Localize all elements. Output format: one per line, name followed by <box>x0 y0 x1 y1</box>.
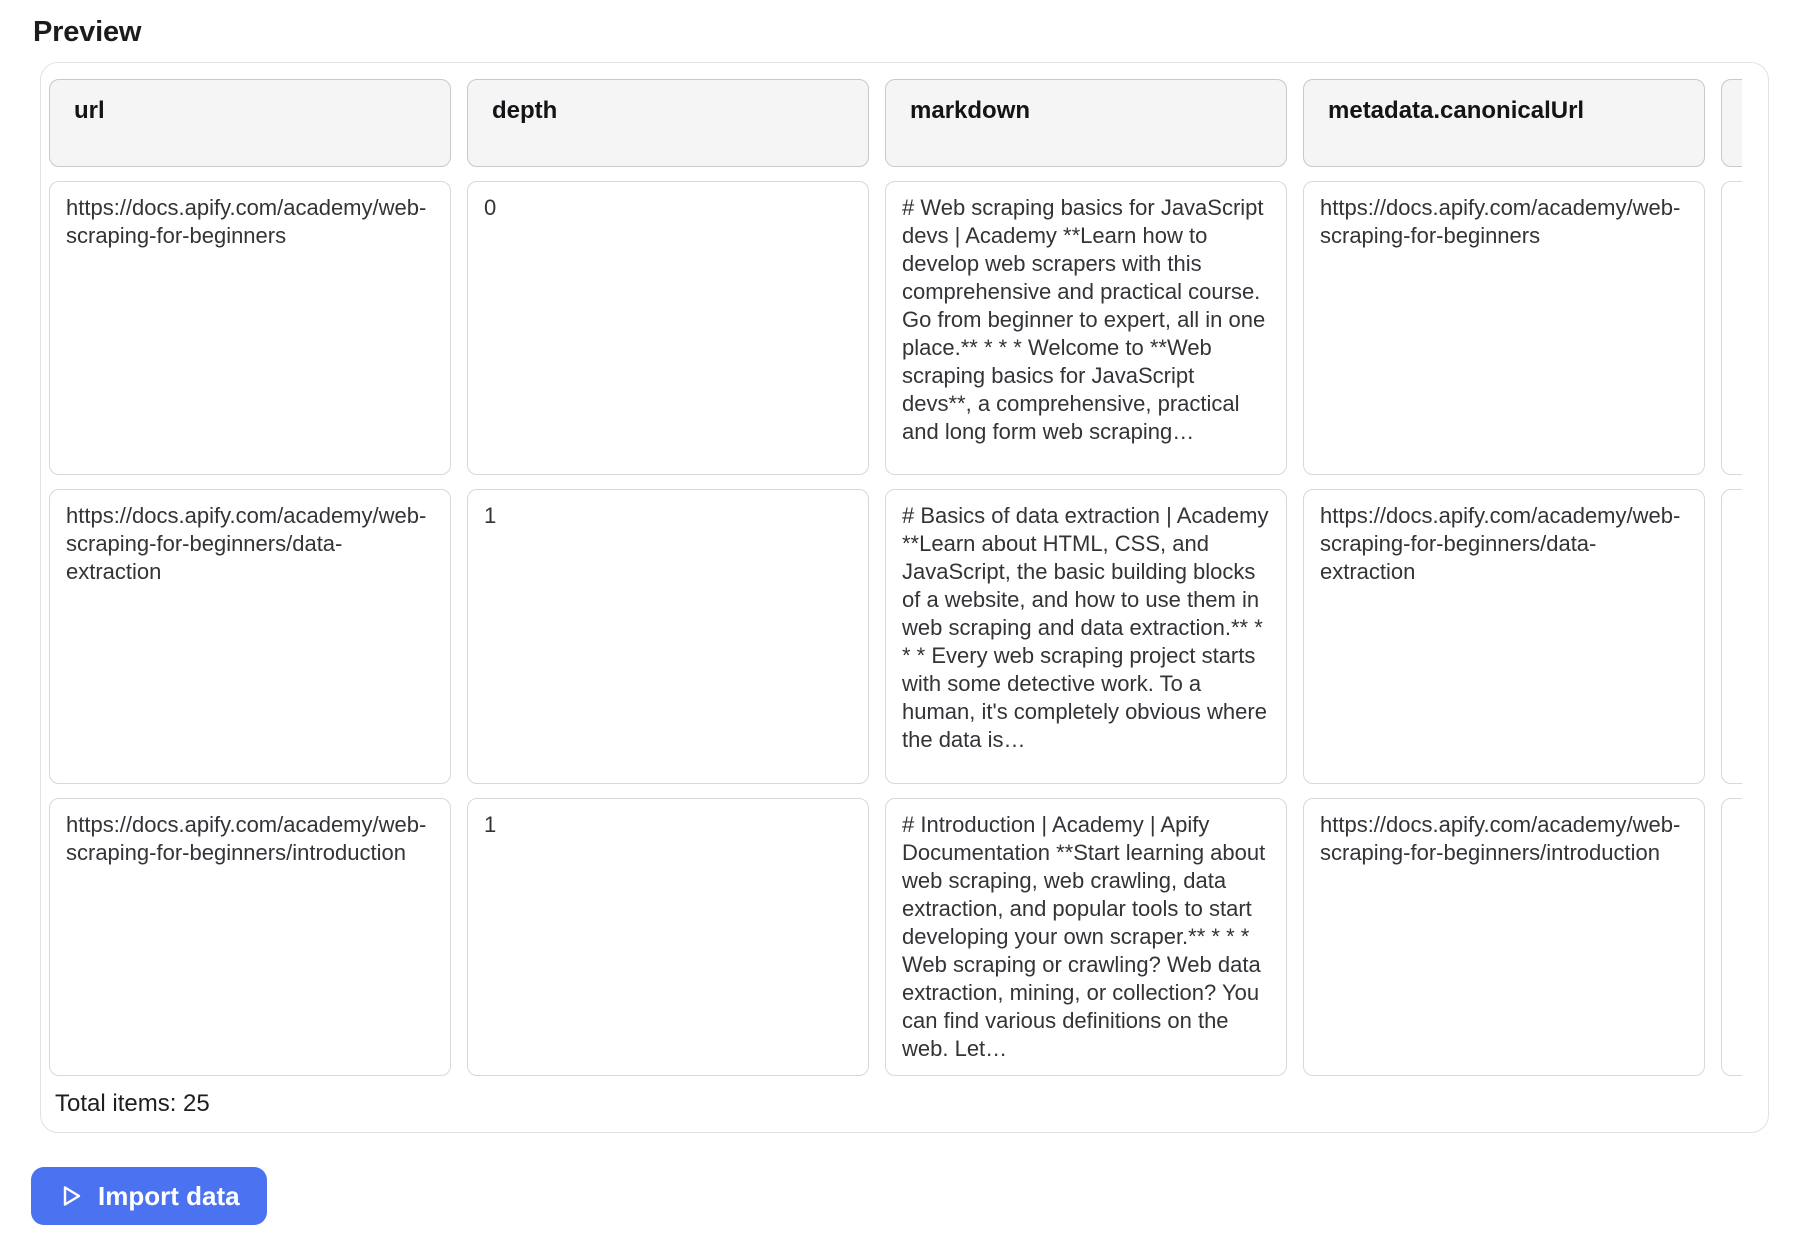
column-header-markdown: markdown <box>885 79 1287 167</box>
cell-url: https://docs.apify.com/academy/web-scraping-for-beginners/data-extraction <box>49 489 451 784</box>
cell-url: https://docs.apify.com/academy/web-scraping-for-beginners/introduction <box>49 798 451 1076</box>
cell-extra-clipped <box>1721 489 1742 784</box>
column-header-metadata-canonicalurl: metadata.canonicalUrl <box>1303 79 1705 167</box>
cell-markdown: # Introduction | Academy | Apify Documentation **Start learning about web scraping, web crawling, data extraction, and popular tools to start developing your own scraper.** * * * Web scraping or crawling? Web data extraction, mining, or collection? You can find various definitions on the web. Let… <box>885 798 1287 1076</box>
cell-canonical-url: https://docs.apify.com/academy/web-scraping-for-beginners/introduction <box>1303 798 1705 1076</box>
total-items-label: Total items: 25 <box>55 1090 210 1117</box>
cell-url: https://docs.apify.com/academy/web-scraping-for-beginners <box>49 181 451 475</box>
preview-table <box>49 79 1742 1076</box>
cell-depth: 0 <box>467 181 869 475</box>
column-header-depth: depth <box>467 79 869 167</box>
cell-extra-clipped <box>1721 798 1742 1076</box>
cell-canonical-url: https://docs.apify.com/academy/web-scraping-for-beginners/data-extraction <box>1303 489 1705 784</box>
cell-extra-clipped <box>1721 181 1742 475</box>
cell-markdown: # Web scraping basics for JavaScript devs | Academy **Learn how to develop web scrapers with this comprehensive and practical course. Go from beginner to expert, all in one place.** * * * Welcome to **Web scraping basics for JavaScript devs**, a comprehensive, practical and long form web scraping… <box>885 181 1287 475</box>
page-title: Preview <box>33 16 142 48</box>
cell-markdown: # Basics of data extraction | Academy **Learn about HTML, CSS, and JavaScript, the basic building blocks of a website, and how to use them in web scraping and data extraction.** * * * Every web scraping project starts with some detective work. To a human, it's completely obvious where the data is… <box>885 489 1287 784</box>
cell-canonical-url: https://docs.apify.com/academy/web-scraping-for-beginners <box>1303 181 1705 475</box>
preview-panel <box>40 62 1769 1133</box>
play-icon <box>58 1183 84 1209</box>
page <box>0 16 1808 1225</box>
import-data-button[interactable] <box>31 1167 267 1225</box>
column-header-extra-clipped <box>1721 79 1742 167</box>
import-data-label: Import data <box>98 1180 240 1211</box>
cell-depth: 1 <box>467 798 869 1076</box>
cell-depth: 1 <box>467 489 869 784</box>
column-header-url: url <box>49 79 451 167</box>
preview-scroll-area[interactable] <box>49 79 1742 1076</box>
